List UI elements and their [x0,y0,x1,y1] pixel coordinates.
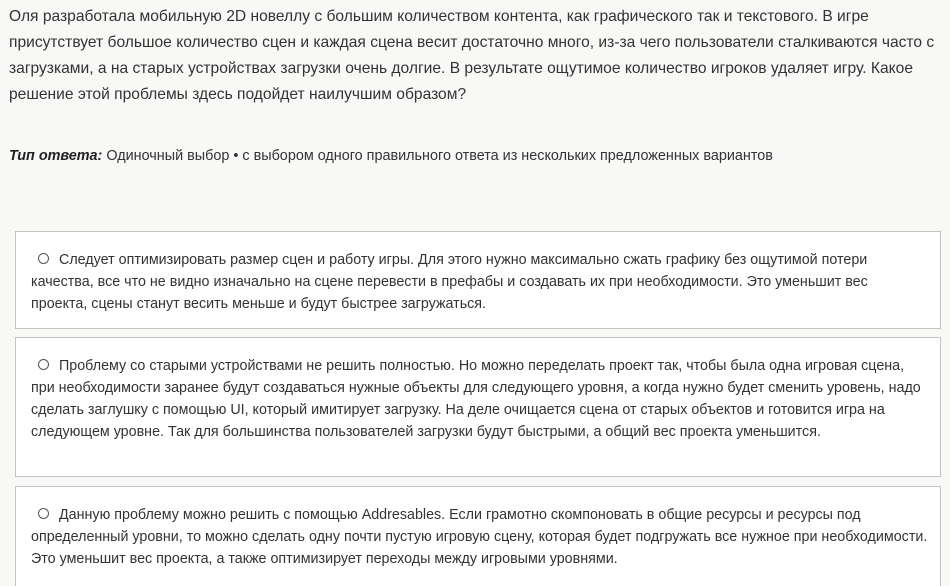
radio-button-icon[interactable] [38,359,49,370]
answer-type-value: Одиночный выбор • с выбором одного правильного ответа из нескольких предложенных вариантов [106,148,773,164]
answer-option-2[interactable] [15,337,941,477]
answer-option-3[interactable] [15,486,941,586]
answer-type-label: Тип ответа: [9,148,103,164]
answer-option-1[interactable] [15,231,941,329]
radio-button-icon[interactable] [38,253,49,264]
answer-option-text: Данную проблему можно решить с помощью Addresables. Если грамотно скомпоновать в общие ресурсы и ресурсы под определенный уровни, то можно сделать одну почти пустую игровую сцену, которая будет подгружать все нужное при необходимости. Это уменьшит вес проекта, а также оптимизирует переходы между игровыми уровнями. [31,507,928,567]
answer-option-text: Проблему со старыми устройствами не решить полностью. Но можно переделать проект так, чтобы была одна игровая сцена, при необходимости заранее будут создаваться нужные объекты для следующего уровня, а когда нужно будет сменить уровень, надо сделать заглушку с помощью UI, который имитирует загрузку. На деле очищается сцена от старых объектов и готовится игра на следующем уровне. Так для большинства пользователей загрузки будут быстрыми, а общий вес проекта уменьшится. [31,358,921,440]
answer-type [9,146,944,166]
answer-option-text: Следует оптимизировать размер сцен и работу игры. Для этого нужно максимально сжать графику без ощутимой потери качества, все что не видно изначально на сцене перевести в префабы и создавать их при необходимости. Это уменьшит вес проекта, сцены станут весить меньше и будут быстрее загружаться. [31,252,868,312]
radio-button-icon[interactable] [38,508,49,519]
question-text: Оля разработала мобильную 2D новеллу с большим количеством контента, как графического так и текстового. В игре присутствует большое количество сцен и каждая сцена весит достаточно много, из-за чего пользователи сталкиваются часто с загрузками, а на старых устройствах загрузки очень долгие. В результате ощутимое количество игроков удаляет игру. Какое решение этой проблемы здесь подойдет наилучшим образом? [9,8,935,103]
